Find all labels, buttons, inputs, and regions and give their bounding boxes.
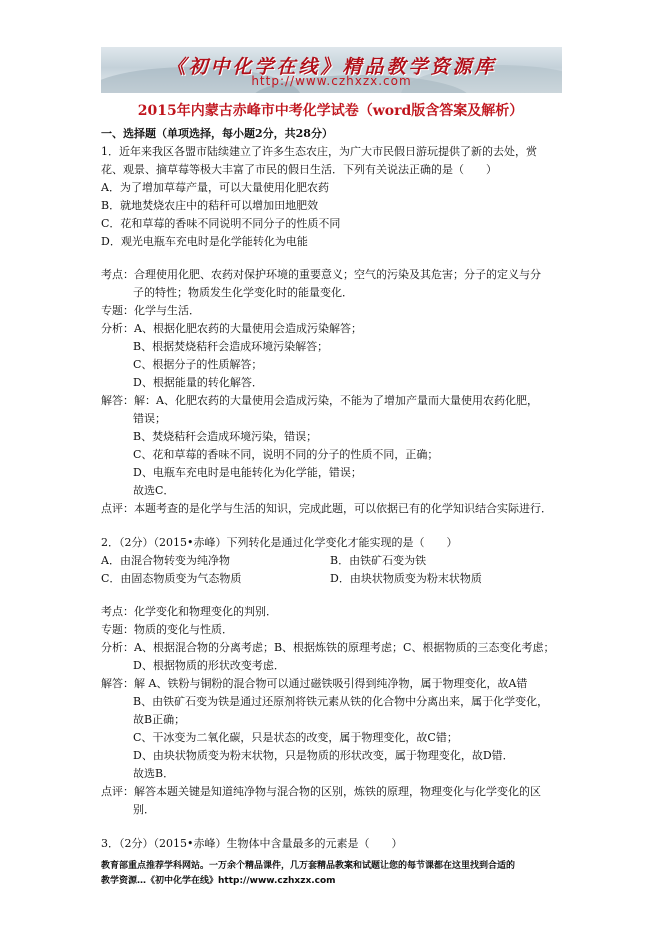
footer-promo: 教育部重点推荐学科网站。一万余个精品课件，几万套精品教案和试题让您的每节课都在这里找到合适的 — [101, 861, 516, 871]
banner-url[interactable]: http://www.czhxzx.com — [251, 74, 412, 88]
q2-jieda: 故选B． — [133, 767, 175, 780]
banner-site-title: 《初中化学在线》精品教学资源库 — [166, 56, 497, 78]
q1-jieda: 错误； — [133, 412, 166, 425]
q1-zhuanti: 专题：化学与生活． — [101, 304, 200, 317]
q2-option-c: C．由固态物质变为气态物质 — [101, 572, 242, 585]
footer-promo-link[interactable]: 教学资源…《初中化学在线》http://www.czhxzx.com — [101, 876, 336, 886]
q2-zhuanti: 专题：物质的变化与性质． — [101, 623, 233, 636]
q1-stem: 花、观景、摘草莓等极大丰富了市民的假日生活．下列有关说法正确的是（ ） — [101, 163, 497, 176]
q1-jieda: B、焚烧秸秆会造成环境污染，错误； — [133, 430, 318, 443]
q1-jieda: D、电瓶车充电时是电能转化为化学能，错误； — [133, 466, 362, 479]
q1-jieda: 解答：解：A、化肥农药的大量使用会造成污染，不能为了增加产量而大量使用农药化肥， — [101, 394, 538, 407]
q2-kaodian: 考点：化学变化和物理变化的判别． — [101, 605, 277, 618]
q2-jieda: 解答：解 A、铁粉与铜粉的混合物可以通过磁铁吸引得到纯净物，属于物理变化，故A错 — [101, 677, 528, 690]
q1-jieda: C、花和草莓的香味不同，说明不同的分子的性质不同，正确； — [133, 448, 439, 461]
q2-fenxi: D、根据物质的形状改变考虑． — [133, 659, 285, 672]
q3-stem: 3．（2分）（2015•赤峰）生物体中含量最多的元素是（ ） — [101, 837, 403, 850]
q2-jieda: B、由铁矿石变为铁是通过还原剂将铁元素从铁的化合物中分离出来，属于化学变化， — [133, 695, 549, 708]
q1-fenxi: 分析：A、根据化肥农药的大量使用会造成污染解答； — [101, 322, 362, 335]
q2-fenxi: 分析：A、根据混合物的分离考虑；B、根据炼铁的原理考虑；C、根据物质的三态变化考虑； — [101, 641, 555, 654]
q2-jieda: D、由块状物质变为粉末状物，只是物质的形状改变，属于物理变化，故D错． — [133, 749, 514, 762]
q1-option-a: A．为了增加草莓产量，可以大量使用化肥农药 — [101, 181, 329, 194]
q2-dianping: 点评：解答本题关键是知道纯净物与混合物的区别，炼铁的原理，物理变化与化学变化的区 — [101, 785, 541, 798]
q2-option-a: A．由混合物转变为纯净物 — [101, 554, 230, 567]
q1-stem: 1．近年来我区各盟市陆续建立了许多生态农庄，为广大市民假日游玩提供了新的去处，赏 — [101, 145, 537, 158]
q1-dianping: 点评：本题考查的是化学与生活的知识，完成此题，可以依据已有的化学知识结合实际进行． — [101, 502, 552, 515]
q2-stem: 2．（2分）（2015•赤峰）下列转化是通过化学变化才能实现的是（ ） — [101, 536, 458, 549]
q1-jieda: 故选C． — [133, 484, 175, 497]
q1-fenxi: D、根据能量的转化解答． — [133, 376, 263, 389]
q2-dianping: 别． — [133, 803, 155, 816]
q1-kaodian: 考点：合理使用化肥、农药对保护环境的重要意义；空气的污染及其危害；分子的定义与分 — [101, 268, 541, 281]
q1-fenxi: C、根据分子的性质解答； — [133, 358, 263, 371]
q2-jieda: 故B正确； — [133, 713, 186, 726]
q1-option-c: C．花和草莓的香味不同说明不同分子的性质不同 — [101, 217, 341, 230]
header-banner — [101, 47, 562, 93]
q2-jieda: C、干冰变为二氧化碳，只是状态的改变，属于物理变化，故C错； — [133, 731, 458, 744]
q1-option-d: D．观光电瓶车充电时是化学能转化为电能 — [101, 235, 308, 248]
q1-kaodian: 子的特性；物质发生化学变化时的能量变化． — [133, 286, 353, 299]
q2-option-d: D．由块状物质变为粉末状物质 — [330, 572, 482, 585]
section-header: 一、选择题（单项选择，每小题2分，共28分） — [101, 127, 333, 140]
q1-fenxi: B、根据焚烧秸秆会造成环境污染解答； — [133, 340, 329, 353]
page-title: 2015年内蒙古赤峰市中考化学试卷（word版含答案及解析） — [137, 103, 524, 119]
q2-option-b: B．由铁矿石变为铁 — [330, 554, 427, 567]
q1-option-b: B．就地焚烧农庄中的秸秆可以增加田地肥效 — [101, 199, 319, 212]
